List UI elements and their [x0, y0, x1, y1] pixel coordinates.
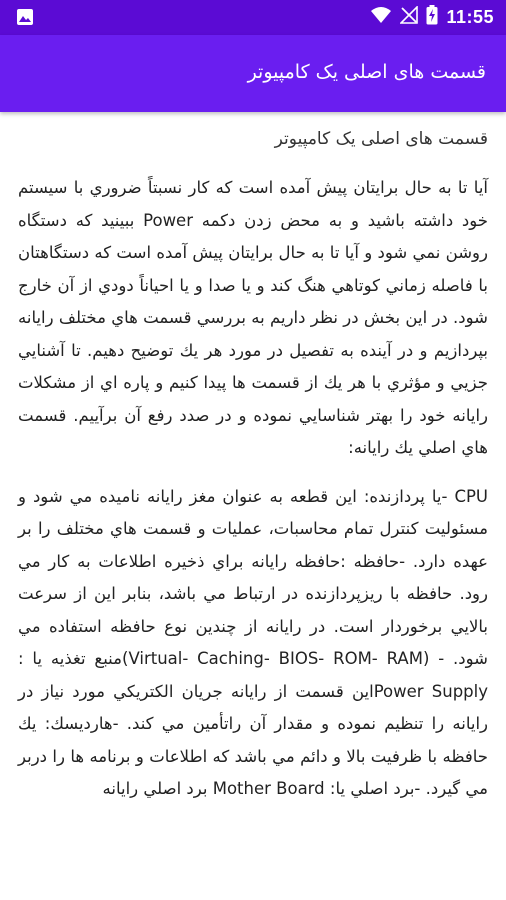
article-paragraph-components: CPU -يا پردازنده: اين قطعه به عنوان مغز رايانه ناميده مي شود و مسئوليت كنترل تمام محاسبات، عمليات و قسمت هاي مختلف را بر عهده دارد. -حافظه :حافظه رايانه براي ذخيره اطلاعات به كار مي رود. حافظه با ريزپردازنده در ارتباط مي باشد، بنابر اين از سرعت بالايي برخوردار است. در رايانه از چندين نوع حافظه استفاده مي شود. - (Virtual- Caching- BIOS- ROM- RAM)منبع تغذيه يا : Power Supplyاين قسمت از رايانه جريان الكتريكي مورد نياز در رايانه را تنظيم نموده و مقدار آن راتأمين مي كند. -هارديسك: يك حافظه با ظرفيت بالا و دائم مي باشد كه اطلاعات و برنامه ها را دربر مي گيرد. -برد اصلي يا: Mother Board برد اصلي رايانه [18, 486, 488, 798]
article-heading: قسمت های اصلی یک کامپیوتر [274, 129, 488, 149]
article-content[interactable] [10, 120, 496, 900]
status-bar [0, 0, 506, 35]
app-title: قسمت های اصلی یک کامپیوتر [247, 61, 486, 83]
battery-charging-icon [426, 5, 438, 30]
image-icon [16, 8, 34, 26]
status-time: 11:55 [446, 6, 494, 27]
app-bar [0, 35, 506, 112]
status-icons [370, 5, 494, 29]
wifi-icon [370, 6, 392, 29]
article-paragraph-intro: آيا تا به حال برايتان پيش آمده است كه كار نسبتاً ضروري با سيستم خود داشته باشيد و به محض زدن دكمه Power ببينيد كه دستگاه روشن نمي شود و آيا تا به حال برايتان پيش آمده است كه دستگاهتان با فاصله زماني كوتاهي هنگ كند و يا صدا و يا احياناً دودي از آن خارج شود. در اين بخش در نظر داريم به بررسي قسمت هاي مختلف رايانه بپردازيم و در آينده به تفصيل در مورد هر يك توضيح دهيم. تا آشنايي جزيي و مؤثري با هر يك از قسمت ها پيدا كنيم و پاره اي از مشكلات رايانه خود را بهتر شناسايي نموده و در صدد رفع آن برآييم. قسمت هاي اصلي يك رايانه: [18, 178, 488, 457]
no-signal-icon [400, 6, 418, 29]
